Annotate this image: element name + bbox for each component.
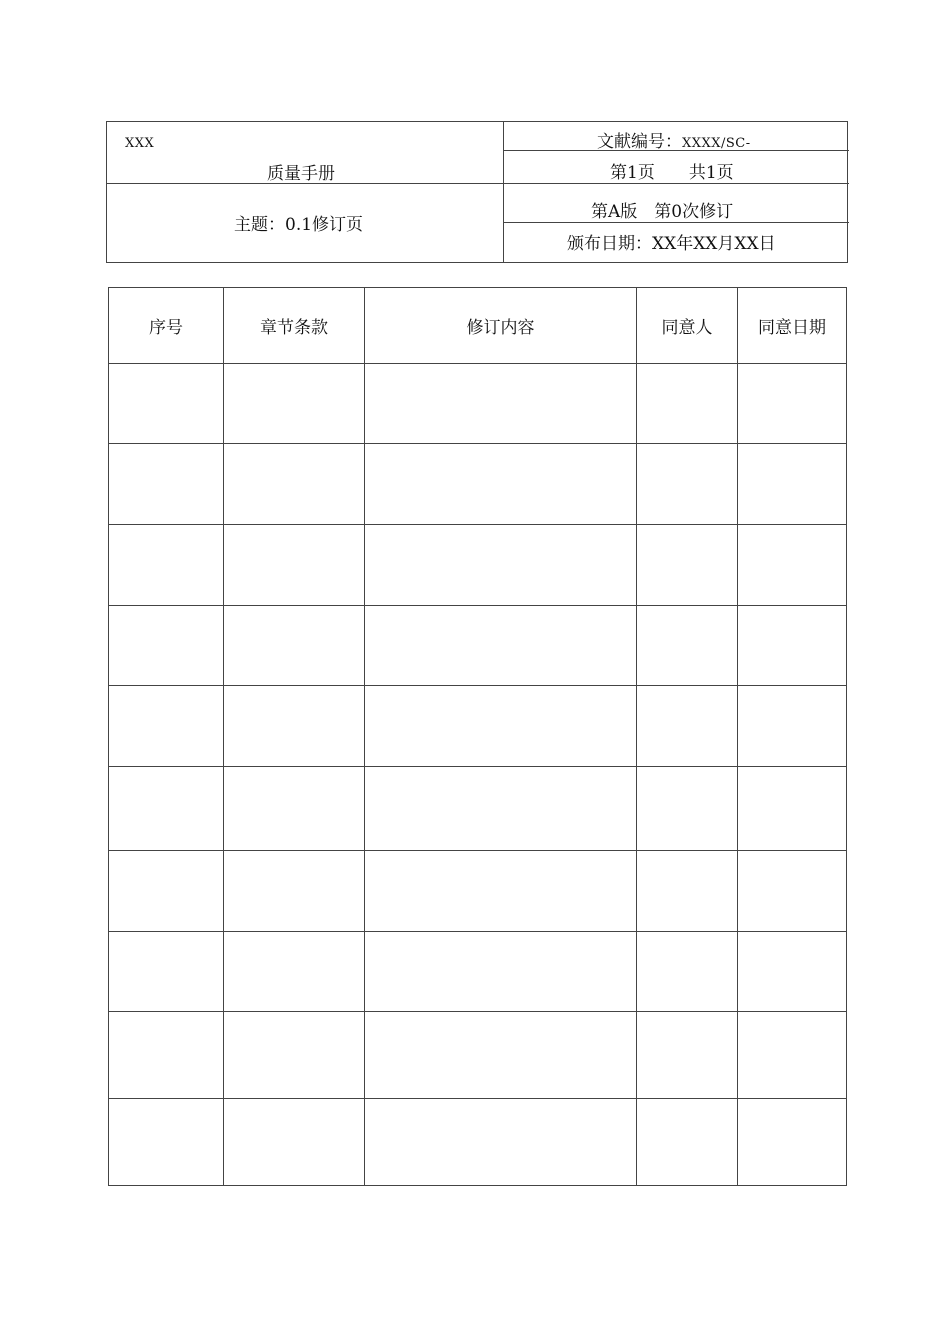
table-header-row xyxy=(109,288,847,364)
header-divider xyxy=(503,122,504,262)
table-cell[interactable] xyxy=(365,1099,637,1186)
table-row xyxy=(109,444,847,525)
table-cell[interactable] xyxy=(365,606,637,686)
table-cell[interactable] xyxy=(637,364,738,444)
header-divider xyxy=(503,183,849,184)
table-cell[interactable] xyxy=(224,364,365,444)
subject-title: 主题：0.1修订页 xyxy=(234,215,364,235)
table-cell[interactable] xyxy=(738,1099,847,1186)
doc-number-value: XXXX/SC- xyxy=(682,136,751,151)
table-cell[interactable] xyxy=(637,444,738,525)
table-cell[interactable] xyxy=(365,767,637,851)
table-cell[interactable] xyxy=(224,851,365,932)
table-cell[interactable] xyxy=(224,606,365,686)
table-cell[interactable] xyxy=(109,525,224,606)
table-row xyxy=(109,606,847,686)
column-header-approver: 同意人 xyxy=(637,288,738,364)
table-cell[interactable] xyxy=(224,1012,365,1099)
table-cell[interactable] xyxy=(637,606,738,686)
table-row xyxy=(109,767,847,851)
column-header-clause: 章节条款 xyxy=(224,288,365,364)
doc-number-label: 文献编号： xyxy=(597,132,682,152)
table-cell[interactable] xyxy=(365,444,637,525)
table-row xyxy=(109,1012,847,1099)
table-cell[interactable] xyxy=(637,1012,738,1099)
table-row xyxy=(109,851,847,932)
revision-table xyxy=(108,287,847,1186)
table-cell[interactable] xyxy=(109,686,224,767)
table-cell[interactable] xyxy=(224,932,365,1012)
table-cell[interactable] xyxy=(224,1099,365,1186)
table-cell[interactable] xyxy=(738,444,847,525)
table-cell[interactable] xyxy=(738,851,847,932)
table-row xyxy=(109,1099,847,1186)
table-cell[interactable] xyxy=(109,1012,224,1099)
table-cell[interactable] xyxy=(224,767,365,851)
manual-title: 质量手册 xyxy=(267,164,335,184)
table-cell[interactable] xyxy=(365,1012,637,1099)
table-cell[interactable] xyxy=(109,932,224,1012)
column-header-approval-date: 同意日期 xyxy=(738,288,847,364)
table-cell[interactable] xyxy=(637,932,738,1012)
table-cell[interactable] xyxy=(637,767,738,851)
table-cell[interactable] xyxy=(637,686,738,767)
column-header-serial: 序号 xyxy=(109,288,224,364)
table-cell[interactable] xyxy=(738,767,847,851)
table-cell[interactable] xyxy=(365,525,637,606)
column-header-content: 修订内容 xyxy=(365,288,637,364)
table-cell[interactable] xyxy=(109,606,224,686)
table-row xyxy=(109,364,847,444)
table-row xyxy=(109,525,847,606)
table-cell[interactable] xyxy=(637,525,738,606)
table-row xyxy=(109,932,847,1012)
document-header xyxy=(106,121,848,263)
table-cell[interactable] xyxy=(738,932,847,1012)
table-cell[interactable] xyxy=(109,1099,224,1186)
issue-date: 颁布日期：XX年XX月XX日 xyxy=(567,234,776,254)
table-cell[interactable] xyxy=(109,444,224,525)
table-cell[interactable] xyxy=(109,767,224,851)
table-cell[interactable] xyxy=(365,932,637,1012)
table-cell[interactable] xyxy=(738,364,847,444)
company-name: XXX xyxy=(125,136,155,151)
table-cell[interactable] xyxy=(109,364,224,444)
table-cell[interactable] xyxy=(365,851,637,932)
table-cell[interactable] xyxy=(224,525,365,606)
table-body xyxy=(109,364,847,1186)
page-info: 第1页 共1页 xyxy=(610,163,734,183)
table-cell[interactable] xyxy=(738,1012,847,1099)
table-cell[interactable] xyxy=(109,851,224,932)
table-cell[interactable] xyxy=(738,525,847,606)
doc-number xyxy=(597,132,751,154)
table-cell[interactable] xyxy=(738,686,847,767)
table-cell[interactable] xyxy=(224,444,365,525)
table-cell[interactable] xyxy=(224,686,365,767)
version-info: 第A版 第0次修订 xyxy=(591,202,734,222)
table-cell[interactable] xyxy=(637,1099,738,1186)
table-cell[interactable] xyxy=(365,364,637,444)
table-cell[interactable] xyxy=(637,851,738,932)
table-cell[interactable] xyxy=(738,606,847,686)
header-divider xyxy=(503,222,849,223)
table-cell[interactable] xyxy=(365,686,637,767)
table-row xyxy=(109,686,847,767)
